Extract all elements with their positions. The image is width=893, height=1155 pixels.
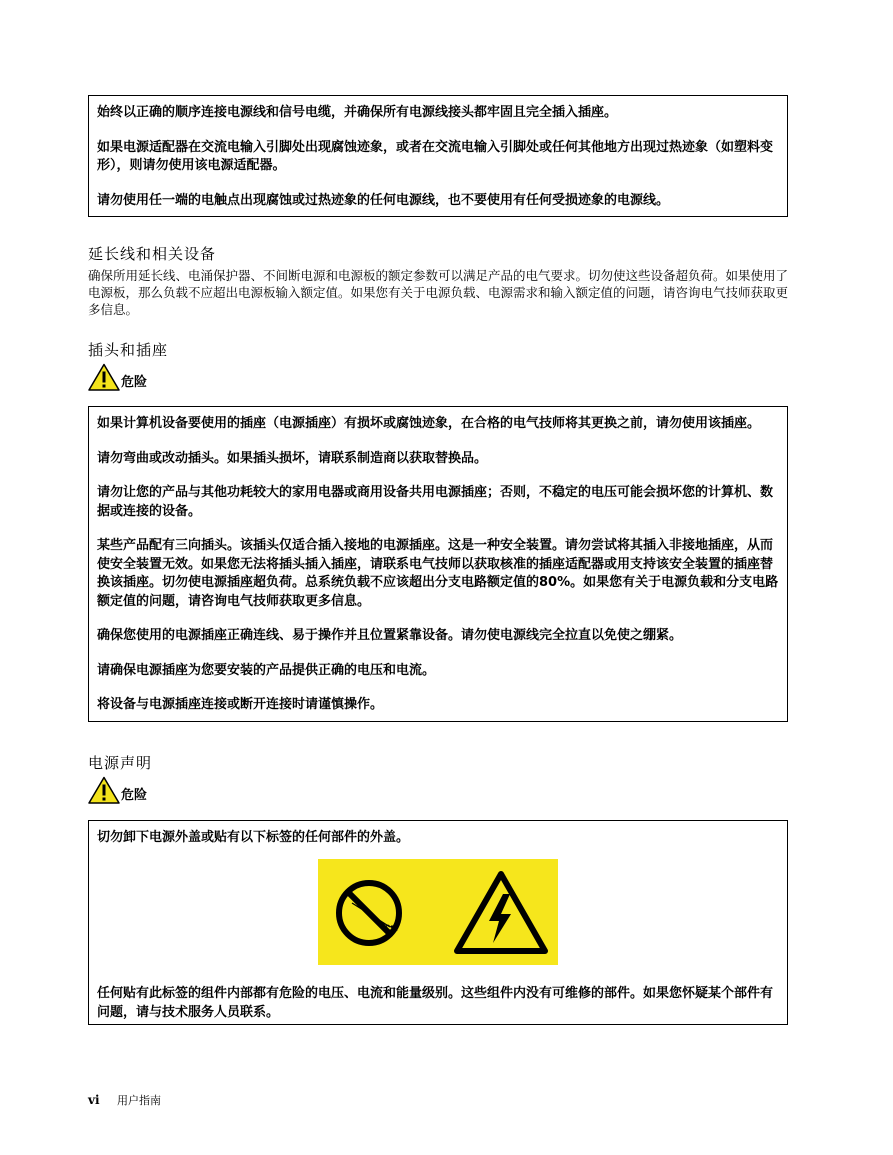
plugs-paragraph-7: 将设备与电源插座连接或断开连接时请谨慎操作。 [97,697,384,712]
plugs-paragraph-5: 确保您使用的电源插座正确连线、易于操作并且位置紧靠设备。请勿使电源线完全拉直以免使之绷紧。 [97,628,683,643]
document-title: 用户指南 [117,1094,162,1107]
plugs-paragraph-3: 请勿让您的产品与其他功耗较大的家用电器或商用设备共用电源插座；否则，不稳定的电压可能会损坏您的计算机、数据或连接的设备。 [97,485,774,519]
power-cord-warning-box [88,95,788,217]
section-title-extension-cords: 延长线和相关设备 [88,245,217,263]
box1-paragraph-1: 始终以正确的顺序连接电源线和信号电缆，并确保所有电源线接头都牢固且完全插入插座。 [97,105,618,120]
page-footer [88,1092,161,1108]
danger-label: 危险 [121,788,148,803]
warning-triangle-icon [88,776,120,804]
page-number: vi [88,1093,100,1107]
danger-label: 危险 [121,375,148,390]
plugs-paragraph-2: 请勿弯曲或改动插头。如果插头损坏，请联系制造商以获取替换品。 [97,450,488,466]
hazard-label-image [318,859,558,965]
plugs-danger-box [88,406,788,722]
plugs-paragraph-4: 某些产品配有三向插头。该插头仅适合插入接地的电源插座。这是一种安全装置。请勿尝试将其插入非接地插座，从而使安全装置无效。如果您无法将插头插入插座，请联系电气技师以获取核准的插座适配器或用支持该安全装置的插座替换该插座。切勿使电源插座超负荷。总系统负载不应该超出分支电路额定值的80%。如果您有关于电源负载和分支电路额定值的问题，请咨询电气技师获取更多信息。 [97,538,779,609]
plugs-paragraph-6: 请确保电源插座为您要安装的产品提供正确的电压和电流。 [97,662,436,678]
high-voltage-icon [457,874,545,951]
section-title-power-statement: 电源声明 [88,754,153,772]
extension-cords-paragraph: 确保所用延长线、电涌保护器、不间断电源和电源板的额定参数可以满足产品的电气要求。切勿使这些设备超负荷。如果使用了电源板，那么负载不应超出电源板输入额定值。如果您有关于电源负载、电源需求和输入额定值的问题，请咨询电气技师获取更多信息。 [88,268,789,317]
warning-triangle-icon [88,363,120,391]
box1-paragraph-2: 如果电源适配器在交流电输入引脚处出现腐蚀迹象，或者在交流电输入引脚处或任何其他地方出现过热迹象（如塑料变形），则请勿使用该电源适配器。 [97,139,774,173]
no-disassembly-icon [339,883,399,943]
power-intro-paragraph: 切勿卸下电源外盖或贴有以下标签的任何部件的外盖。 [97,830,410,845]
box1-paragraph-3: 请勿使用任一端的电触点出现腐蚀或过热迹象的任何电源线，也不要使用有任何受损迹象的电源线。 [97,192,670,208]
danger-notice-power [88,776,147,804]
section-title-plugs-outlets: 插头和插座 [88,341,169,359]
danger-notice-plugs [88,363,147,391]
power-outro-paragraph: 任何贴有此标签的组件内部都有危险的电压、电流和能量级别。这些组件内没有可维修的部件。如果您怀疑某个部件有问题，请与技术服务人员联系。 [97,986,774,1020]
plugs-paragraph-1: 如果计算机设备要使用的插座（电源插座）有损坏或腐蚀迹象，在合格的电气技师将其更换之前，请勿使用该插座。 [97,416,761,431]
